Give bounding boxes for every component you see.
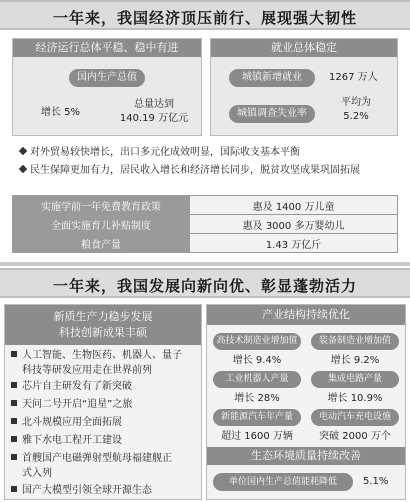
gdp-growth: 增长 5% xyxy=(41,107,81,118)
section-divider xyxy=(0,262,410,266)
policy-value: 1.43 万亿斤 xyxy=(190,234,398,253)
urban-jobs-value: 1267 万人 xyxy=(329,72,378,83)
list-item-continuation: 科技等研发应用走在世界前列 xyxy=(22,365,152,376)
square-icon xyxy=(11,436,17,442)
diamond-icon xyxy=(19,147,27,155)
unemployment-label: 平均为 xyxy=(341,97,371,108)
industry-badge: 工业机器人产量 xyxy=(213,371,301,388)
list-item: 天问二号开启“追星”之旅 xyxy=(11,398,132,411)
policy-table xyxy=(12,195,398,253)
list-item: 芯片自主研发有了新突破 xyxy=(11,380,132,393)
industry-badge: 电动汽车充电设施 xyxy=(311,409,399,426)
industry-value: 增长 10.9% xyxy=(327,393,383,404)
employment-panel xyxy=(210,38,398,136)
innovation-heading-2: 科技创新成果丰硕 xyxy=(59,326,147,339)
eco-heading: 生态环境质量持续改善 xyxy=(207,447,405,465)
industry-value: 增长 9.2% xyxy=(330,355,380,366)
economy-panel xyxy=(12,38,202,136)
urban-jobs-badge: 城镇新增就业 xyxy=(229,69,315,87)
policy-label: 实施学前一年免费教育政策 xyxy=(13,196,190,215)
industry-heading: 产业结构持续优化 xyxy=(207,305,405,325)
economy-panel-heading: 经济运行总体平稳、稳中有进 xyxy=(13,39,201,57)
industry-badge: 装备制造业增加值 xyxy=(311,333,399,350)
industry-badge: 新能源汽车年产量 xyxy=(213,409,301,426)
diamond-icon xyxy=(19,165,27,173)
list-item: 人工智能、生物医药、机器人、量子 xyxy=(11,349,182,362)
innovation-heading-1: 新质生产力稳步发展 xyxy=(53,310,153,323)
policy-label: 粮食产量 xyxy=(13,234,190,253)
list-item-continuation: 式入列 xyxy=(22,468,52,479)
section1-title: 一年来，我国经济顶压前行、展现强大韧性 xyxy=(52,9,357,27)
list-item: 首艘国产电磁弹射型航母福建舰正 xyxy=(11,452,172,465)
policy-label: 全面实施育儿补贴制度 xyxy=(13,215,190,234)
industry-value: 增长 28% xyxy=(234,393,280,404)
industry-value: 超过 1600 万辆 xyxy=(221,431,293,442)
policy-value: 惠及 3000 多万婴幼儿 xyxy=(190,215,398,234)
employment-panel-heading: 就业总体稳定 xyxy=(211,39,397,57)
industry-badge: 高技术制造业增加值 xyxy=(213,333,301,350)
gdp-total-value: 140.19 万亿元 xyxy=(119,113,189,124)
policy-value: 惠及 1400 万儿童 xyxy=(190,196,398,215)
section1-banner xyxy=(0,0,410,30)
gdp-total-label: 总量达到 xyxy=(134,99,174,110)
unemployment-badge: 城镇调查失业率 xyxy=(229,105,315,123)
square-icon xyxy=(11,486,17,492)
eco-badge: 单位国内生产总值能耗降低 xyxy=(213,473,353,491)
square-icon xyxy=(11,382,17,388)
square-icon xyxy=(11,351,17,357)
innovation-panel xyxy=(4,304,202,500)
gdp-badge: 国内生产总值 xyxy=(69,69,145,87)
bullet-item: 民生保障更加有力，居民收入增长和经济增长同步，脱贫攻坚成果巩固拓展 xyxy=(20,164,360,177)
square-icon xyxy=(11,454,17,460)
list-item: 雅下水电工程开工建设 xyxy=(11,434,122,447)
table-row xyxy=(13,234,398,253)
unemployment-value: 5.2% xyxy=(343,111,369,122)
industry-value: 突破 2000 万个 xyxy=(319,431,391,442)
industry-badge: 集成电路产量 xyxy=(311,371,399,388)
square-icon xyxy=(11,418,17,424)
bullet-item: 对外贸易较快增长，出口多元化成效明显，国际收支基本平衡 xyxy=(20,146,300,159)
section2-banner xyxy=(0,268,410,298)
industry-value: 增长 9.4% xyxy=(232,355,282,366)
square-icon xyxy=(11,400,17,406)
table-row xyxy=(13,215,398,234)
list-item: 国产大模型引领全球开源生态 xyxy=(11,484,152,497)
industry-panel xyxy=(206,304,406,500)
table-row xyxy=(13,196,398,215)
section2-title: 一年来，我国发展向新向优、彰显蓬勃活力 xyxy=(52,277,357,295)
eco-value: 5.1% xyxy=(363,476,389,487)
list-item: 北斗规模应用全面拓展 xyxy=(11,416,122,429)
